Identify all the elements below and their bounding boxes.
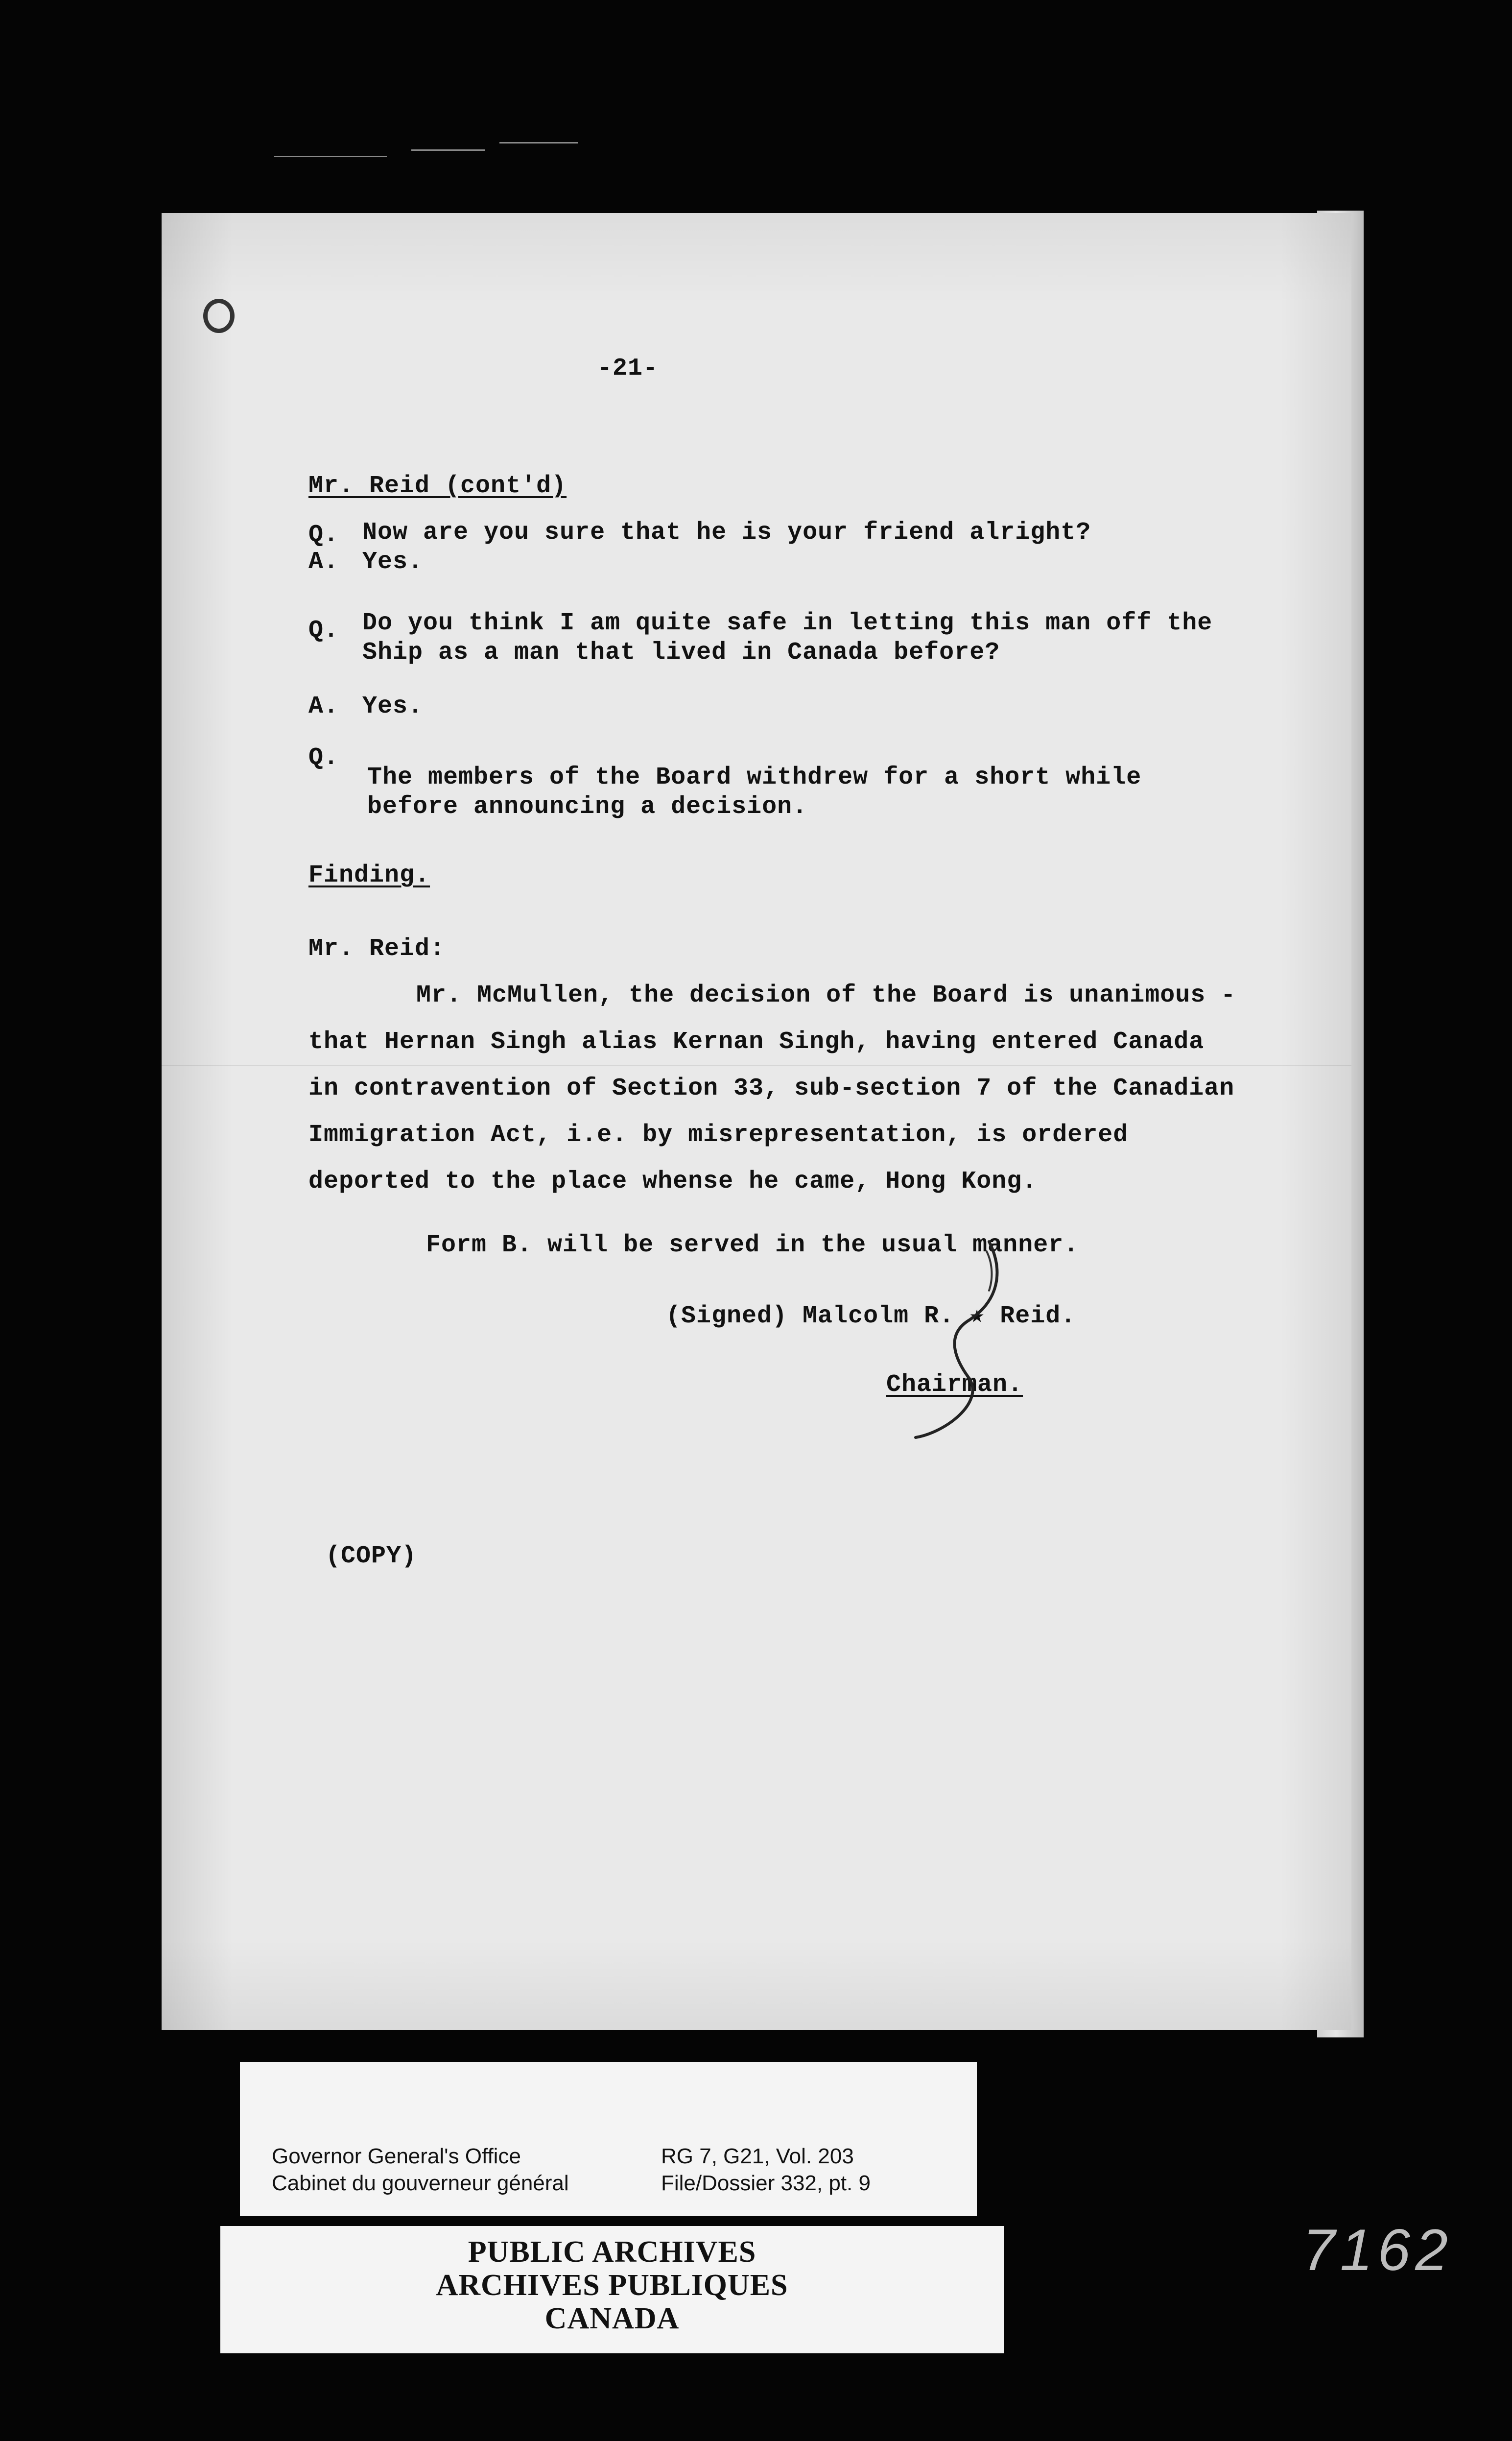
archive-reference-label [240,2062,977,2216]
decision-line: Mr. McMullen, the decision of the Board is unanimous - [416,981,1236,1009]
file-reference: File/Dossier 332, pt. 9 [661,2171,871,2195]
decision-line: in contravention of Section 33, sub-section 7 of the Canadian [308,1075,1235,1102]
qa-text: Yes. [362,693,424,720]
section-heading: Mr. Reid (cont'd) [308,472,567,500]
stamp-line: PUBLIC ARCHIVES [468,2235,756,2269]
film-scratch [274,156,387,157]
frame-number: 7162 [1302,2217,1453,2283]
copy-mark: (COPY) [326,1542,417,1570]
film-scratch [499,142,578,144]
stamp-line: CANADA [544,2302,680,2335]
stamp-line: ARCHIVES PUBLIQUES [436,2269,788,2302]
signature-line: (Signed) Malcolm R. ★ Reid. [666,1302,1076,1330]
decision-line: deported to the place whense he came, Hong Kong. [308,1168,1038,1196]
office-name-fr: Cabinet du gouverneur général [272,2171,569,2195]
handwritten-mark [886,1232,1033,1447]
decision-line: Immigration Act, i.e. by misrepresentation, is ordered [308,1121,1129,1149]
board-note-line: before announcing a decision. [367,793,808,821]
qa-marker: A. [308,548,339,576]
qa-marker: Q. [308,617,339,645]
fold-line [162,1065,1351,1066]
decision-line: that Hernan Singh alias Kernan Singh, having entered Canada [308,1028,1205,1056]
qa-marker: Q. [308,744,339,772]
page-number: -21- [597,355,659,383]
document-page [162,213,1351,2030]
qa-text: Ship as a man that lived in Canada before? [362,639,1000,667]
record-group-reference: RG 7, G21, Vol. 203 [661,2144,854,2168]
qa-marker: Q. [308,521,339,549]
punch-hole [203,299,235,333]
qa-text: Now are you sure that he is your friend alright? [362,519,1091,547]
board-note-line: The members of the Board withdrew for a short while [367,764,1142,791]
speaker-label: Mr. Reid: [308,935,446,963]
office-name-en: Governor General's Office [272,2144,521,2168]
public-archives-stamp [220,2226,1004,2353]
qa-text: Do you think I am quite safe in letting this man off the [362,609,1213,637]
qa-marker: A. [308,693,339,720]
form-note: Form B. will be served in the usual manner. [426,1231,1079,1259]
signature-title: Chairman. [886,1371,1023,1399]
film-scratch [411,149,485,151]
qa-text: Yes. [362,548,424,576]
finding-heading: Finding. [308,862,430,889]
